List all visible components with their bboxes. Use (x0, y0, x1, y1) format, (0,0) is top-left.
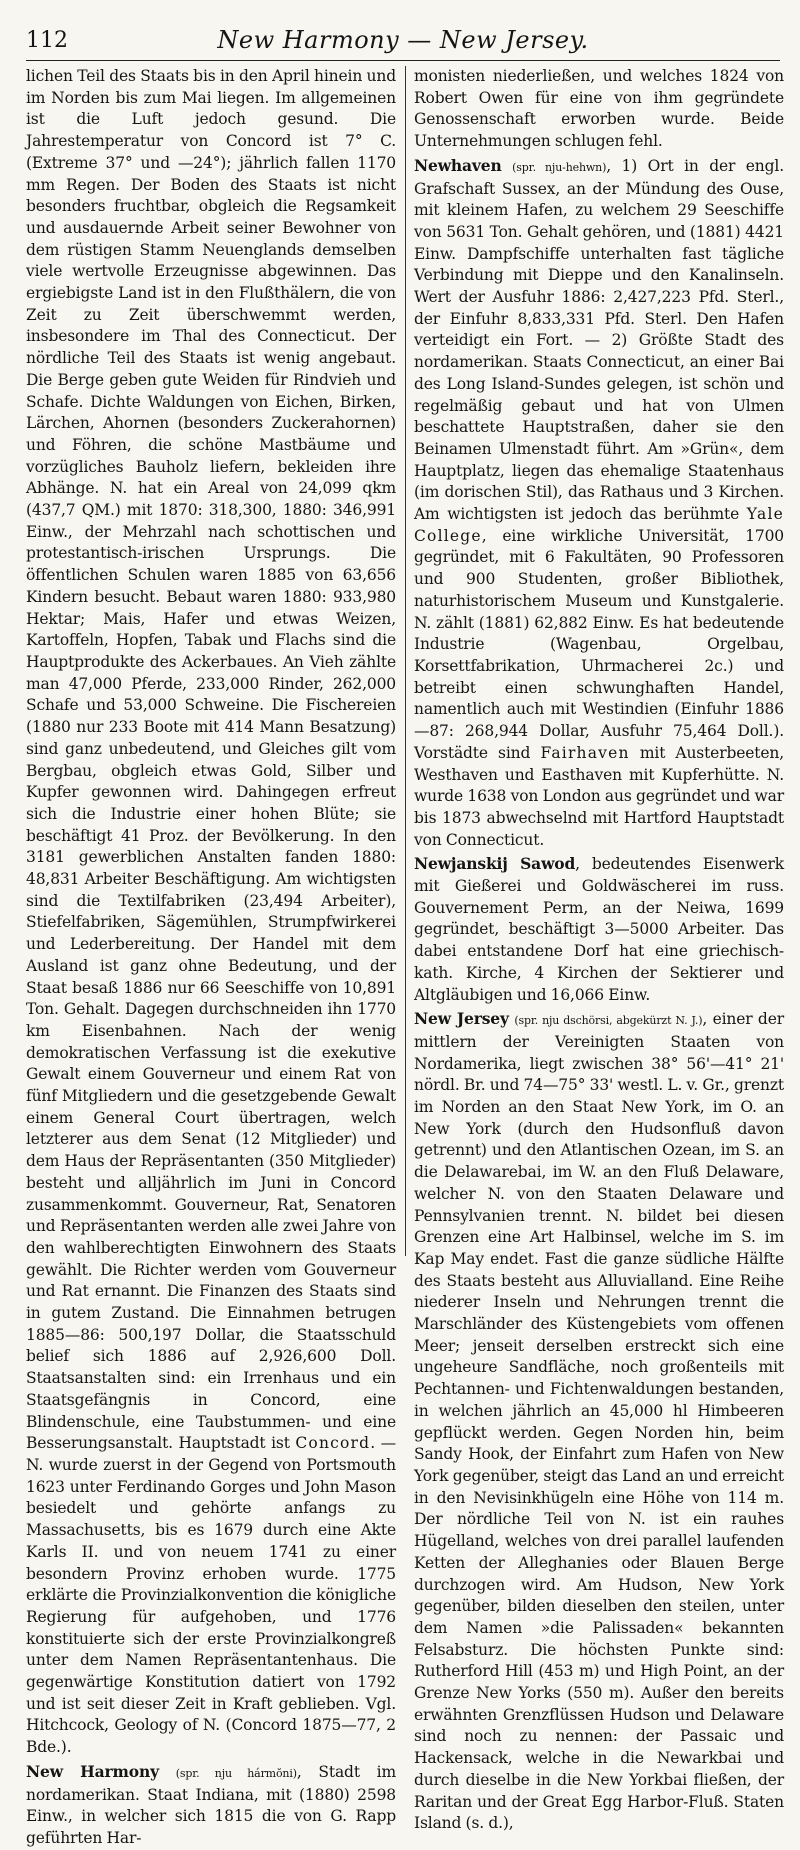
new-harmony-text: , Stadt im nordamerikan. Staat Indiana, mit (1880) 2598 Einw., in welcher sich 1815 die von G. Rapp geführten Har- (26, 1762, 396, 1847)
lemma-new-jersey: New Jersey (414, 1009, 509, 1029)
running-head: New Harmony — New Jersey. (217, 26, 589, 54)
entry-newjanskij-sawod (414, 853, 784, 1006)
yale-college: Yale College (414, 505, 784, 545)
newhaven-text-3: mit Austerbeeten, Westhaven und Easthaven mit Kupferhütte. N. wurde 1638 von London aus gegründet und war bis 1873 abwechselnd mit Hartford Hauptstadt von Connecticut. (414, 743, 784, 849)
new-harmony-continued-text: monisten niederließen, und welches 1824 von Robert Owen für eine von ihm gegründete Genossenschaft erworben wurde. Beide Unternehmungen schlugen fehl. (414, 67, 784, 151)
pronunciation-new-harmony: (spr. nju hármŏni) (175, 1766, 297, 1780)
pronunciation-new-jersey: (spr. nju dschörsi, abgekürzt N. J.) (514, 1014, 703, 1028)
new-hampshire-text: lichen Teil des Staats bis in den April hinein und im Norden bis zum Mai liegen. Im allgemeinen ist die Luft jedoch gesund. Die Jahrestemperatur von Concord ist 7° C. (Extreme 37° und —24°); jährlich fallen 1170 mm Regen. Der Boden des Staats ist nicht besonders fruchtbar, obgleich die Regsamkeit und ausdauernde Arbeit seiner Bewohner von dem rüstigen Stamm Neuenglands demselben viele wertvolle Erzeugnisse abgewinnen. Das ergiebigste Land ist in den Flußthälern, die von Zeit zu Zeit überschwemmt werden, insbesondere im Thal des Connecticut. Der nördliche Teil des Staats ist wenig angebaut. Die Berge geben gute Weiden für Rindvieh und Schafe. Dichte Waldungen von Eichen, Birken, Lärchen, Ahornen (besonders Zuckerahornen) und Föhren, die schöne Mastbäume und vorzügliches Bauholz liefern, bekleiden ihre Abhänge. N. hat ein Areal von 24,099 qkm (437,7 QM.) mit 1870: 318,300, 1880: 346,991 Einw., der Mehrzahl nach schottischen und protestantisch-irischen Ursprungs. Die öffentlichen Schulen waren 1885 von 63,656 Kindern besucht. Bebaut waren 1880: 933,980 Hektar; Mais, Hafer und etwas Weizen, Kartoffeln, Hopfen, Tabak und Flachs sind die Hauptprodukte des Ackerbaues. An Vieh zählte man 47,000 Pferde, 233,000 Rinder, 262,000 Schafe und 53,000 Schweine. Die Fischereien (1880 nur 233 Boote mit 414 Mann Besatzung) sind ganz unbedeutend, und Gleiches gilt vom Bergbau, obgleich etwas Gold, Silber und Kupfer gewonnen wird. Dahingegen erfreut sich die Industrie einer hohen Blüte; sie beschäftigt 41 Proz. der Bevölkerung. In den 3181 gewerblichen Anstalten fanden 1880: 48,831 Arbeiter Beschäftigung. Am wichtigsten sind die Textilfabriken (23,494 Arbeiter), Stiefelfabriken, Sägemühlen, Strumpfwirkerei und Lederbereitung. Der Handel mit dem Ausland ist ganz ohne Bedeutung, und der Staat besaß 1886 nur 66 Seeschiffe von 10,891 Ton. Gehalt. Dagegen durchschneiden ihn 1770 km Eisenbahnen. Nach der wenig demokratischen Verfassung ist die exekutive Gewalt einem Gouverneur und einem Rat von fünf Mitgliedern und die gesetzgebende Gewalt einem General Court übertragen, welch letzterer aus dem Senat (12 Mitglieder) und dem Haus der Repräsentanten (350 Mitglieder) besteht und alljährlich im Juni in Concord zusammenkommt. Gouverneur, Rat, Senatoren und Repräsentanten werden alle zwei Jahre von den wahlberechtigten Einwohnern des Staats gewählt. Die Richter werden vom Gouverneur und Rat ernannt. Die Finanzen des Staats sind in gutem Zustand. Die Einnahmen betrugen 1885—86: 500,197 Dollar, die Staatsschuld belief sich 1886 auf 2,926,600 Doll. Staatsanstalten sind: ein Irrenhaus und ein Staatsgefängnis in Concord, eine Blindenschule, eine Taubstummen- und eine Besserungsanstalt. Hauptstadt ist (26, 67, 396, 1453)
entry-newhaven (414, 155, 784, 852)
entry-new-hampshire-continued (26, 66, 396, 1759)
right-column (414, 66, 784, 1833)
capital-concord: Concord (295, 1434, 371, 1453)
page-header (26, 20, 780, 61)
entry-new-jersey (414, 1008, 784, 1835)
newjanskij-sawod-text: , bedeutendes Eisenwerk mit Gießerei und Goldwäscherei im russ. Gouvernement Perm, an der Neiwa, 1699 gegründet, beschäftigt 3—5000 Arbeiter. Das dabei entstandene Dorf hat eine griechisch-kath. Kirche, 4 Kirchen der Sektierer und Altgläubigen und 16,066 Einw. (414, 855, 784, 1004)
page-number: 112 (26, 28, 68, 53)
lemma-newhaven: Newhaven (414, 155, 502, 175)
pronunciation-newhaven: (spr. nju-hehwn) (512, 160, 607, 174)
left-column (26, 66, 397, 1847)
newhaven-text-2: , eine wirkliche Universität, 1700 gegründet, mit 6 Fakultäten, 90 Professoren und 900 Studenten, großer Bibliothek, naturhistorischem Museum und Kunstgalerie. N. zählt (1881) 62,882 Einw. Es hat bedeutende Industrie (Wagenbau, Orgelbau, Korsettfabrikation, Uhrmacherei 2c.) und betreibt einen schwunghaften Handel, namentlich auch mit Westindien (Einfuhr 1886—87: 268,944 Dollar, Ausfuhr 75,464 Doll.). Vorstädte sind (414, 526, 784, 762)
entry-new-harmony-continued (414, 66, 784, 153)
lemma-new-harmony: New Harmony (26, 1761, 159, 1781)
text-columns (26, 66, 786, 1847)
fairhaven: Fairhaven (540, 743, 630, 762)
lemma-newjanskij-sawod: Newjanskij Sawod (414, 854, 576, 874)
new-hampshire-history: . — N. wurde zuerst in der Gegend von Portsmouth 1623 unter Ferdinando Gorges und John Mason besiedelt und gehörte anfangs zu Massachusetts, bis es 1679 durch eine Akte Karls II. und von neuem 1741 zu einer besondern Provinz erhoben wurde. 1775 erklärte die Provinzialkonvention die königliche Regierung für aufgehoben, und 1776 konstituierte sich der erste Provinzialkongreß unter dem Namen Repräsentantenhaus. Die gegenwärtige Konstitution datiert von 1792 und ist seit dieser Zeit in Kraft geblieben. Vgl. Hitchcock, Geology of N. (Concord 1875—77, 2 Bde.). (26, 1434, 397, 1757)
column-divider (405, 66, 406, 1256)
entry-new-harmony (26, 1761, 396, 1850)
new-jersey-text: , einer der mittlern der Vereinigten Staaten von Nordamerika, liegt zwischen 38° 56'—41° 21' nördl. Br. und 74—75° 33' westl. L. v. Gr., grenzt im Norden an den Staat New York, im O. an New York (durch den Hudsonfluß davon getrennt) und den Atlantischen Ozean, im S. an die Delawarebai, im W. an den Fluß Delaware, welcher N. von den Staaten Delaware und Pennsylvanien trennt. N. bildet bei diesen Grenzen eine Art Halbinsel, welche im S. im Kap May endet. Fast die ganze südliche Hälfte des Staats besteht aus Alluvialland. Eine Reihe niederer Inseln und Nehrungen trennt die Marschländer des Küstengebiets vom offenen Meer; jenseit derselben erstreckt sich eine ungeheure Sandfläche, noch großenteils mit Pechtannen- und Fichtenwaldungen bestanden, in welchen jährlich an 45,000 hl Himbeeren gepflückt werden. Gegen Norden hin, beim Sandy Hook, der Einfahrt zum Hafen von New York gegenüber, steigt das Land an und erreicht in den Nevisinkhügeln eine Höhe von 114 m. Der nördliche Teil von N. ist ein rauhes Hügelland, welches von drei parallel laufenden Ketten der Alleghanies oder Blauen Berge durchzogen wird. Am Hudson, New York gegenüber, bilden dieselben den steilen, unter dem Namen »die Palissaden« bekannten Felsabsturz. Die höchsten Punkte sind: Rutherford Hill (453 m) und High Point, an der Grenze New Yorks (550 m). Außer den bereits erwähnten Grenzflüssen Hudson und Delaware sind noch zu nennen: der Passaic und Hackensack, welche in die Newarkbai und durch dieselbe in die New Yorkbai fließen, der Raritan und der Great Egg Harbor-Fluß. Staten Island (s. d.), (414, 1010, 784, 1833)
newhaven-text-1: , 1) Ort in der engl. Grafschaft Sussex, an der Mündung des Ouse, mit kleinem Hafen, zu welchem 29 Seeschiffe von 5631 Ton. Gehalt gehören, und (1881) 4421 Einw. Dampfschiffe unterhalten fast tägliche Verbindung mit Dieppe und den Kanalinseln. Wert der Ausfuhr 1886: 2,427,223 Pfd. Sterl., der Einfuhr 8,833,331 Pfd. Sterl. Den Hafen verteidigt ein Fort. — 2) Größte Stadt des nordamerikan. Staats Connecticut, an einer Bai des Long Island-Sundes gelegen, ist schön und regelmäßig gebaut und hat von Ulmen beschattete Hauptstraßen, daher sie den Beinamen Ulmenstadt führt. Am »Grün«, dem Hauptplatz, liegen das ehemalige Staatenhaus (im dorischen Stil), das Rathaus und 3 Kirchen. Am wichtigsten ist jedoch das berühmte (414, 156, 784, 524)
